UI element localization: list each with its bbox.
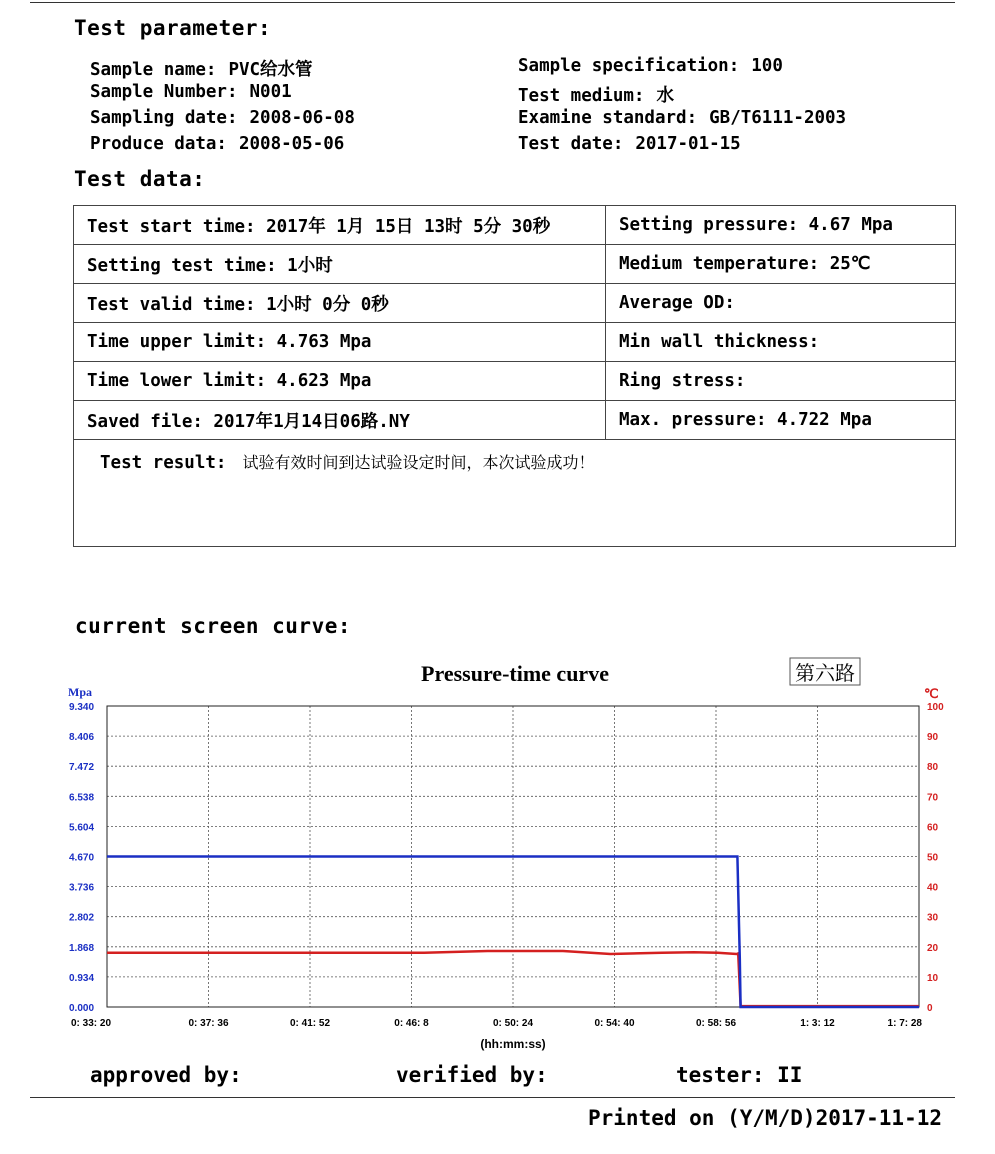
test-data-table <box>73 205 956 547</box>
right-y-tick-label: 20 <box>927 942 939 954</box>
x-tick-label: 1: 3: 12 <box>800 1018 835 1029</box>
test-result-row <box>74 440 956 547</box>
table-cell: Ring stress: <box>606 362 956 401</box>
left-y-ticks <box>69 702 94 1014</box>
left-y-tick-label: 0.934 <box>69 972 95 984</box>
test-data-heading: Test data: <box>74 167 206 191</box>
test-result-cell <box>74 440 956 547</box>
x-tick-label: 0: 37: 36 <box>188 1018 229 1029</box>
produce-date: Produce data: 2008-05-06 <box>90 134 345 154</box>
left-y-tick-label: 3.736 <box>69 882 95 894</box>
chart-tag: 第六路 <box>795 663 855 685</box>
left-axis-unit: Mpa <box>68 685 92 699</box>
tester: tester: II <box>676 1063 803 1087</box>
left-y-tick-label: 5.604 <box>69 822 95 834</box>
table-cell: Setting test time: 1小时 <box>74 245 606 284</box>
approved-by: approved by: <box>90 1063 242 1087</box>
table-cell: Medium temperature: 25℃ <box>606 245 956 284</box>
table-cell: Average OD: <box>606 284 956 323</box>
test-parameter-heading: Test parameter: <box>74 16 272 40</box>
right-y-tick-label: 60 <box>927 822 939 834</box>
left-y-tick-label: 7.472 <box>69 762 95 774</box>
right-y-tick-label: 0 <box>927 1003 933 1014</box>
examine-standard: Examine standard: GB/T6111-2003 <box>518 108 847 128</box>
left-y-tick-label: 6.538 <box>69 792 95 804</box>
left-y-tick-label: 0.000 <box>69 1003 95 1014</box>
right-y-tick-label: 30 <box>927 912 939 924</box>
right-axis-unit: ℃ <box>924 686 939 701</box>
chart-title: Pressure-time curve <box>421 661 609 686</box>
left-y-tick-label: 9.340 <box>69 702 95 713</box>
table-cell: Setting pressure: 4.67 Mpa <box>606 206 956 245</box>
x-tick-label: 1: 7: 28 <box>887 1018 922 1029</box>
table-cell: Time lower limit: 4.623 Mpa <box>74 362 606 401</box>
right-y-tick-label: 100 <box>927 702 944 713</box>
test-result-value: 试验有效时间到达试验设定时间，本次试验成功！ <box>242 453 595 472</box>
test-medium: Test medium: 水 <box>518 86 674 106</box>
left-y-tick-label: 8.406 <box>69 732 95 744</box>
test-date: Test date: 2017-01-15 <box>518 134 741 154</box>
table-cell: Max. pressure: 4.722 Mpa <box>606 401 956 440</box>
right-y-ticks <box>927 702 944 1014</box>
pressure-time-chart <box>0 650 995 1055</box>
verified-by: verified by: <box>396 1063 548 1087</box>
x-ticks <box>71 1018 922 1029</box>
right-y-tick-label: 80 <box>927 762 939 774</box>
table-cell: Time upper limit: 4.763 Mpa <box>74 323 606 362</box>
sample-specification: Sample specification: 100 <box>518 56 783 76</box>
current-curve-heading: current screen curve: <box>75 614 352 638</box>
x-tick-label: 0: 50: 24 <box>492 1018 534 1029</box>
x-tick-label: 0: 46: 8 <box>394 1018 429 1029</box>
x-tick-label: 0: 33: 20 <box>71 1018 112 1029</box>
table-cell: Min wall thickness: <box>606 323 956 362</box>
table-cell: Test valid time: 1小时 0分 0秒 <box>74 284 606 323</box>
sample-name: Sample name: PVC给水管 <box>90 60 313 80</box>
sample-number: Sample Number: N001 <box>90 82 292 102</box>
left-y-tick-label: 2.802 <box>69 912 95 924</box>
right-y-tick-label: 70 <box>927 792 939 804</box>
top-rule <box>30 2 955 3</box>
left-y-tick-label: 1.868 <box>69 942 95 954</box>
table-row <box>74 323 956 362</box>
right-y-tick-label: 50 <box>927 852 939 864</box>
x-tick-label: 0: 58: 56 <box>695 1018 737 1029</box>
table-row <box>74 206 956 245</box>
table-cell: Saved file: 2017年1月14日06路.NY <box>74 401 606 440</box>
right-y-tick-label: 90 <box>927 732 939 744</box>
table-row <box>74 245 956 284</box>
printed-on: Printed on (Y/M/D)2017-11-12 <box>588 1106 943 1130</box>
right-y-tick-label: 10 <box>927 972 939 984</box>
table-cell: Test start time: 2017年 1月 15日 13时 5分 30秒 <box>74 206 606 245</box>
test-result-label: Test result: <box>100 453 227 473</box>
x-axis-label: (hh:mm:ss) <box>480 1037 546 1051</box>
x-tick-label: 0: 54: 40 <box>594 1018 635 1029</box>
sampling-date: Sampling date: 2008-06-08 <box>90 108 355 128</box>
x-tick-label: 0: 41: 52 <box>289 1018 331 1029</box>
bottom-rule <box>30 1097 955 1098</box>
table-row <box>74 362 956 401</box>
table-row <box>74 401 956 440</box>
table-row <box>74 284 956 323</box>
left-y-tick-label: 4.670 <box>69 852 95 864</box>
right-y-tick-label: 40 <box>927 882 939 894</box>
